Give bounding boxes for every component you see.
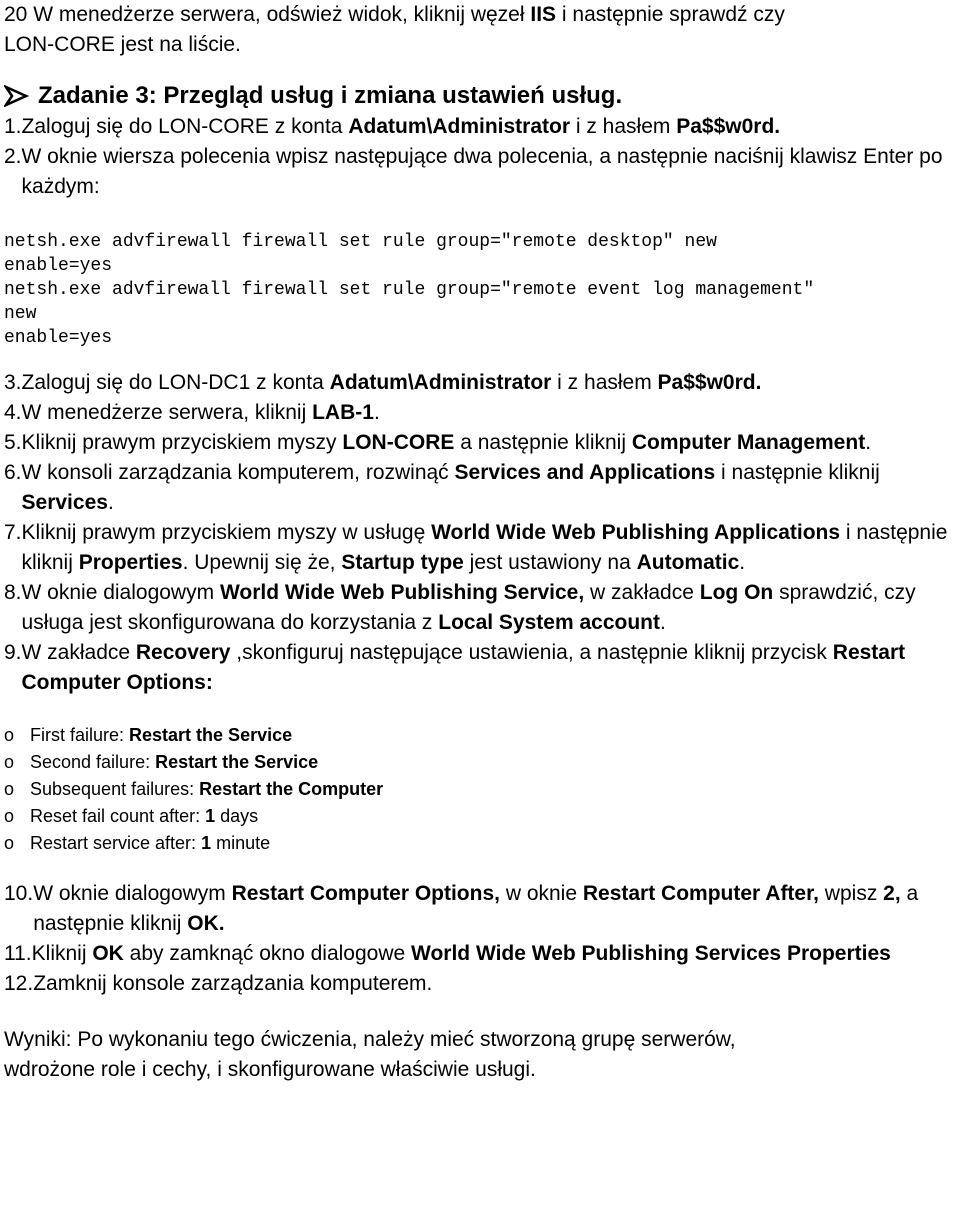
text-run: Adatum\Administrator (329, 371, 552, 394)
text-run: Zaloguj się do LON-DC1 z konta (21, 371, 330, 394)
intro-line2: LON-CORE jest na liście. (4, 33, 241, 56)
text-run: Second failure: (30, 752, 156, 772)
text-run: Log On (699, 581, 774, 604)
bullet-marker: o (4, 833, 15, 853)
text-run: First failure: (30, 725, 130, 745)
recovery-settings-list (4, 722, 956, 857)
list-item (4, 879, 956, 939)
text-run: Recovery (135, 641, 231, 664)
code-line-4: new (4, 304, 37, 324)
bullet-item (4, 803, 956, 830)
code-line-5: enable=yes (4, 328, 113, 348)
list-item (4, 428, 956, 458)
code-block (4, 230, 956, 350)
text-run: wpisz (818, 882, 884, 905)
steps-list-b (4, 368, 956, 698)
text-run: Subsequent failures: (30, 779, 200, 799)
list-item (4, 939, 956, 969)
list-item (4, 398, 956, 428)
text-run: Services and Applications (454, 461, 716, 484)
text-run: minute (211, 833, 271, 853)
list-number: 4. (4, 401, 22, 424)
list-number: 11. (4, 942, 32, 965)
list-item (4, 969, 956, 999)
results-line1: Wyniki: Po wykonaniu tego ćwiczenia, należy mieć stworzoną grupę serwerów, (4, 1028, 736, 1051)
text-run: Zamknij konsole zarządzania komputerem. (33, 972, 433, 995)
text-run: . (107, 491, 114, 514)
list-text (33, 969, 956, 999)
list-text (22, 458, 956, 518)
text-run: LON-CORE (342, 431, 455, 454)
text-run: W oknie wiersza polecenia wpisz następujące dwa polecenia, a następnie naciśnij klawisz Enter po każdym: (21, 145, 943, 198)
text-run: w oknie (499, 882, 583, 905)
text-run: ,skonfiguruj następujące ustawienia, a następnie kliknij przycisk (230, 641, 833, 664)
text-run: Pa$$w0rd. (657, 371, 762, 394)
steps-list-c (4, 879, 956, 999)
intro-line1-end: i następnie sprawdź czy (556, 3, 785, 26)
list-number: 6. (4, 461, 22, 484)
code-line-1: netsh.exe advfirewall firewall set rule group="remote desktop" new (4, 232, 717, 252)
text-run: i z hasłem (551, 371, 658, 394)
list-item (4, 578, 956, 638)
text-run: . (660, 611, 666, 634)
text-run: Local System account (438, 611, 660, 634)
list-number: 8. (4, 581, 22, 604)
text-run: w zakładce (584, 581, 700, 604)
results-paragraph (4, 1025, 956, 1085)
text-run: Restart Computer Options: (21, 641, 906, 694)
text-run: 2, (883, 882, 901, 905)
text-run: Restart the Service (155, 752, 319, 772)
text-run: W menedżerze serwera, kliknij (21, 401, 313, 424)
text-run: W zakładce (21, 641, 136, 664)
text-run: Kliknij prawym przyciskiem myszy w usługę (21, 521, 432, 544)
list-text (22, 398, 956, 428)
text-run: Startup type (341, 551, 464, 574)
steps-list-a (4, 112, 956, 202)
text-run: . Upewnij się że, (182, 551, 342, 574)
bullet-item (4, 776, 956, 803)
text-run: OK. (187, 912, 225, 935)
text-run: Restart Computer Options, (231, 882, 500, 905)
list-text (22, 112, 956, 142)
intro-line1: 20 W menedżerze serwera, odśwież widok, kliknij węzeł (4, 3, 531, 26)
text-run: i następnie kliknij (715, 461, 880, 484)
bullet-item (4, 749, 956, 776)
text-run: Kliknij (31, 942, 93, 965)
text-run: a następnie kliknij (33, 882, 919, 935)
text-run: W oknie dialogowym (21, 581, 220, 604)
text-run: W oknie dialogowym (33, 882, 232, 905)
list-number: 12. (4, 972, 34, 995)
list-number: 5. (4, 431, 22, 454)
list-item (4, 368, 956, 398)
text-run: a następnie kliknij (454, 431, 632, 454)
list-item (4, 112, 956, 142)
text-run: Zaloguj się do LON-CORE z konta (21, 115, 349, 138)
list-text (32, 939, 956, 969)
text-run: LAB-1 (312, 401, 374, 424)
list-text (22, 428, 956, 458)
list-text (33, 879, 956, 939)
bullet-marker: o (4, 725, 15, 745)
list-text (22, 638, 956, 698)
bullet-text (30, 803, 258, 830)
text-run: Properties (78, 551, 183, 574)
code-line-2: enable=yes (4, 256, 113, 276)
task-heading (4, 80, 956, 112)
text-run: World Wide Web Publishing Applications (431, 521, 841, 544)
arrow-bullet-icon (4, 85, 30, 107)
text-run: i następnie kliknij (21, 521, 948, 574)
text-run: jest ustawiony na (463, 551, 637, 574)
document-page (4, 0, 956, 1106)
text-run: Kliknij prawym przyciskiem myszy (21, 431, 343, 454)
text-run: Restart the Computer (199, 779, 384, 799)
text-run: days (215, 806, 259, 826)
list-number: 2. (4, 145, 22, 168)
text-run: Restart service after: (30, 833, 202, 853)
bullet-marker: o (4, 779, 15, 799)
results-line2: wdrożone role i cechy, i skonfigurowane właściwie usługi. (4, 1058, 536, 1081)
text-run: Adatum\Administrator (348, 115, 571, 138)
text-run: i z hasłem (570, 115, 677, 138)
text-run: 1 (201, 833, 212, 853)
bullet-text (30, 776, 383, 803)
bullet-item (4, 830, 956, 857)
text-run: aby zamknąć okno dialogowe (123, 942, 411, 965)
list-item (4, 458, 956, 518)
text-run: OK (92, 942, 124, 965)
text-run: World Wide Web Publishing Services Properties (411, 942, 891, 965)
text-run: Restart the Service (129, 725, 293, 745)
text-run: sprawdzić, czy usługa jest skonfigurowana do korzystania z (21, 581, 916, 634)
code-line-3: netsh.exe advfirewall firewall set rule group="remote event log management" (4, 280, 815, 300)
text-run: Computer Management (631, 431, 866, 454)
list-item (4, 142, 956, 202)
text-run: 1 (205, 806, 216, 826)
list-number: 3. (4, 371, 22, 394)
text-run: Automatic (636, 551, 740, 574)
list-number: 9. (4, 641, 22, 664)
bullet-text (30, 722, 292, 749)
text-run: Services (21, 491, 108, 514)
text-run: Pa$$w0rd. (676, 115, 781, 138)
text-run: World Wide Web Publishing Service, (219, 581, 585, 604)
list-number: 10. (4, 882, 34, 905)
text-run: W konsoli zarządzania komputerem, rozwinąć (21, 461, 455, 484)
list-item (4, 518, 956, 578)
bullet-text (30, 830, 270, 857)
bullet-marker: o (4, 806, 15, 826)
text-run: Restart Computer After, (582, 882, 819, 905)
list-text (22, 518, 956, 578)
list-number: 1. (4, 115, 22, 138)
task-heading-text: Zadanie 3: Przegląd usług i zmiana ustawień usług. (38, 82, 623, 109)
list-text (22, 578, 956, 638)
list-item (4, 638, 956, 698)
list-text (22, 368, 956, 398)
bullet-item (4, 722, 956, 749)
text-run: . (373, 401, 380, 424)
text-run: . (865, 431, 872, 454)
bullet-text (30, 749, 318, 776)
text-run: Reset fail count after: (30, 806, 206, 826)
list-number: 7. (4, 521, 22, 544)
text-run: . (739, 551, 746, 574)
intro-iis: IIS (530, 3, 557, 26)
list-text (22, 142, 956, 202)
intro-paragraph (4, 0, 956, 60)
bullet-marker: o (4, 752, 15, 772)
